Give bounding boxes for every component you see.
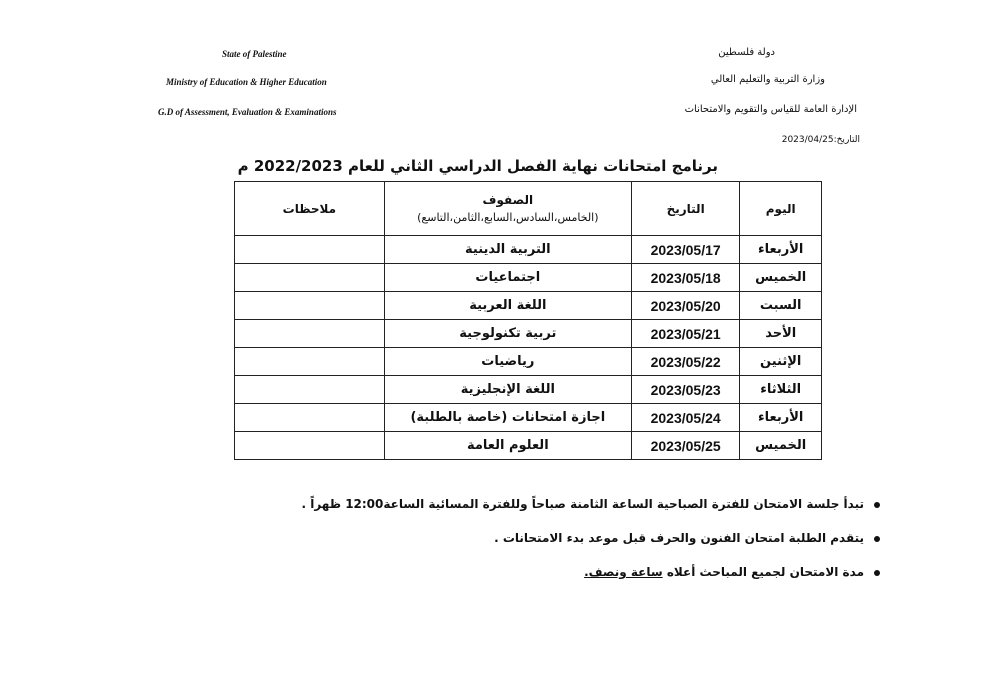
row-date: 2023/05/23 [631,376,740,404]
header-grades-list: (الخامس،السادس،السابع،الثامن،التاسع) [417,210,599,224]
row-date: 2023/05/20 [631,292,740,320]
row-subject: تربية تكنولوجية [384,320,631,348]
table-row [235,348,822,376]
bullet-icon [874,570,880,576]
row-note [235,404,385,432]
header-date: التاريخ [631,182,740,236]
row-subject: التربية الدينية [384,236,631,264]
date-line [782,135,860,145]
row-subject: اجازة امتحانات (خاصة بالطلبة) [384,404,631,432]
table-row [235,236,822,264]
header-ar-ministry: وزارة التربية والتعليم العالي [710,74,825,85]
row-note [235,236,385,264]
page-title: برنامج امتحانات نهاية الفصل الدراسي الثاني للعام 2022/2023 م [237,157,718,175]
row-note [235,292,385,320]
note-session-times [260,497,880,511]
row-subject: العلوم العامة [384,432,631,460]
row-date: 2023/05/24 [631,404,740,432]
row-day: الأحد [740,320,822,348]
header-ar-state: دولة فلسطين [718,47,775,58]
row-subject: اللغة الإنجليزية [384,376,631,404]
note-text: تبدأ جلسة الامتحان للفترة الصباحية الساعة الثامنة صباحاً وللفترة المسائية الساعة12:00 ظهراً . [301,497,864,511]
note-duration-emphasis: ساعة ونصف. [584,565,663,579]
row-subject: رياضيات [384,348,631,376]
row-date: 2023/05/17 [631,236,740,264]
note-arts-exam [260,531,880,545]
row-date: 2023/05/18 [631,264,740,292]
note-exam-duration [260,565,880,579]
table-row [235,432,822,460]
note-text: مدة الامتحان لجميع المباحث أعلاه [662,565,864,579]
row-day: الخميس [740,264,822,292]
header-day: اليوم [740,182,822,236]
row-note [235,376,385,404]
header-en-ministry: Ministry of Education & Higher Education [166,77,327,87]
header-en-directorate: G.D of Assessment, Evaluation & Examinations [158,107,337,117]
row-day: الأربعاء [740,236,822,264]
row-day: الثلاثاء [740,376,822,404]
table-header-row [235,182,822,236]
row-day: الخميس [740,432,822,460]
bullet-icon [874,536,880,542]
row-date: 2023/05/25 [631,432,740,460]
row-day: الأربعاء [740,404,822,432]
row-day: السبت [740,292,822,320]
date-value: 2023/04/25 [781,135,834,145]
header-grades [384,182,631,236]
row-date: 2023/05/22 [631,348,740,376]
header-en-state: State of Palestine [222,49,287,59]
table-row [235,292,822,320]
table-row [235,320,822,348]
table-row [235,376,822,404]
table-row [235,404,822,432]
row-note [235,264,385,292]
table-row [235,264,822,292]
header-grades-label: الصفوف [482,192,534,207]
row-day: الإثنين [740,348,822,376]
note-text: يتقدم الطلبة امتحان الفنون والحرف قبل موعد بدء الامتحانات . [494,531,864,545]
header-ar-directorate: الإدارة العامة للقياس والتقويم والامتحانات [684,104,857,115]
row-note [235,320,385,348]
exam-schedule-table [234,181,822,460]
row-note [235,348,385,376]
row-date: 2023/05/21 [631,320,740,348]
bullet-icon [874,502,880,508]
date-label: التاريخ: [833,135,860,145]
row-subject: اللغة العربية [384,292,631,320]
row-note [235,432,385,460]
header-notes: ملاحظات [235,182,385,236]
row-subject: اجتماعيات [384,264,631,292]
